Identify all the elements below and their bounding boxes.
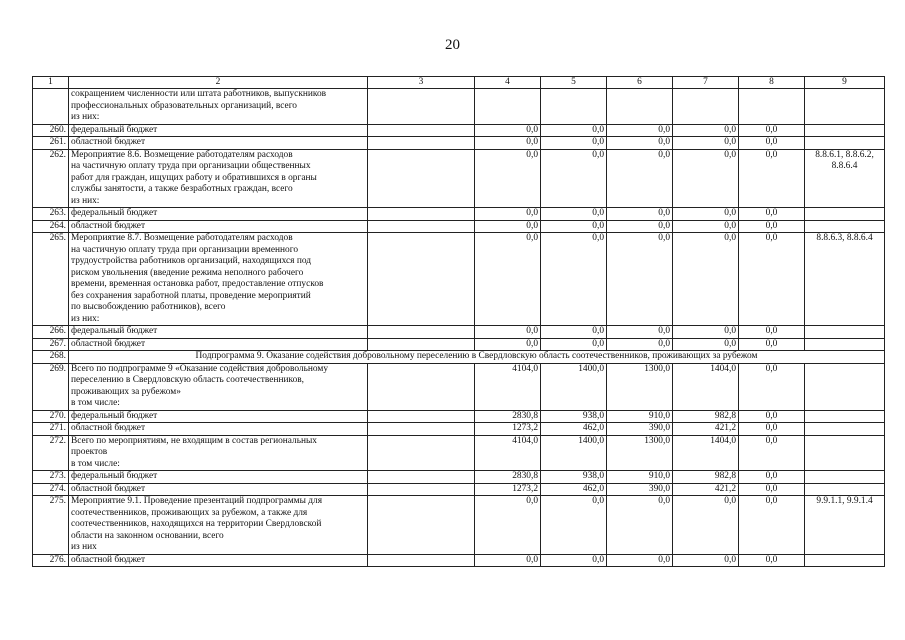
description-cell: Всего по мероприятиям, не входящим в состав региональных проектов в том числе:	[69, 435, 368, 471]
value-cell-8: 0,0	[739, 149, 805, 208]
row-number-cell: 260.	[33, 124, 69, 137]
header-cell: 4	[475, 77, 541, 89]
value-cell-8: 0,0	[739, 220, 805, 233]
value-cell-6: 0,0	[607, 149, 673, 208]
value-cell-5: 0,0	[541, 554, 607, 567]
description-cell: сокращением численности или штата работников, выпускников профессиональных образовательных организаций, всего из них:	[69, 89, 368, 125]
value-cell-6: 0,0	[607, 496, 673, 555]
value-cell-8: 0,0	[739, 233, 805, 326]
value-cell-8: 0,0	[739, 338, 805, 351]
target-indicator-cell	[805, 220, 885, 233]
value-cell-5: 0,0	[541, 220, 607, 233]
row-number-cell: 268.	[33, 351, 69, 364]
table-row	[33, 233, 885, 326]
row-number-cell: 269.	[33, 363, 69, 410]
value-cell-7: 0,0	[673, 338, 739, 351]
table-row	[33, 496, 885, 555]
target-indicator-cell: 9.9.1.1, 9.9.1.4	[805, 496, 885, 555]
value-cell-4: 0,0	[475, 124, 541, 137]
value-cell-6: 0,0	[607, 208, 673, 221]
value-cell-4: 0,0	[475, 233, 541, 326]
value-cell-5: 462,0	[541, 483, 607, 496]
column-3-cell	[368, 220, 475, 233]
description-cell: областной бюджет	[69, 137, 368, 150]
description-cell: областной бюджет	[69, 338, 368, 351]
value-cell-6: 0,0	[607, 124, 673, 137]
value-cell-5: 0,0	[541, 149, 607, 208]
row-number-cell: 265.	[33, 233, 69, 326]
target-indicator-cell	[805, 363, 885, 410]
target-indicator-cell	[805, 410, 885, 423]
value-cell-7: 1404,0	[673, 435, 739, 471]
table-row	[33, 137, 885, 150]
table-row	[33, 89, 885, 125]
page-number: 20	[445, 37, 460, 53]
table-row	[33, 149, 885, 208]
value-cell-5: 0,0	[541, 496, 607, 555]
header-cell: 7	[673, 77, 739, 89]
description-cell: областной бюджет	[69, 423, 368, 436]
description-cell: федеральный бюджет	[69, 208, 368, 221]
header-cell: 3	[368, 77, 475, 89]
table-row	[33, 363, 885, 410]
column-3-cell	[368, 124, 475, 137]
value-cell-7: 0,0	[673, 208, 739, 221]
value-cell-5: 1400,0	[541, 435, 607, 471]
value-cell-4: 1273,2	[475, 483, 541, 496]
value-cell-8: 0,0	[739, 496, 805, 555]
row-number-cell: 271.	[33, 423, 69, 436]
value-cell-5: 462,0	[541, 423, 607, 436]
value-cell-6: 0,0	[607, 137, 673, 150]
header-row	[33, 77, 885, 89]
row-number-cell: 273.	[33, 471, 69, 484]
column-3-cell	[368, 471, 475, 484]
table-row	[33, 338, 885, 351]
value-cell-6: 910,0	[607, 471, 673, 484]
value-cell-4: 0,0	[475, 496, 541, 555]
header-cell: 5	[541, 77, 607, 89]
row-number-cell: 274.	[33, 483, 69, 496]
value-cell-6: 0,0	[607, 338, 673, 351]
value-cell-5: 938,0	[541, 410, 607, 423]
column-3-cell	[368, 554, 475, 567]
column-3-cell	[368, 89, 475, 125]
column-3-cell	[368, 338, 475, 351]
value-cell-6: 1300,0	[607, 435, 673, 471]
table-body	[33, 89, 885, 567]
value-cell-8: 0,0	[739, 554, 805, 567]
value-cell-4: 0,0	[475, 338, 541, 351]
table-row	[33, 326, 885, 339]
description-cell: федеральный бюджет	[69, 410, 368, 423]
value-cell-6: 0,0	[607, 326, 673, 339]
value-cell-8: 0,0	[739, 471, 805, 484]
section-row	[33, 351, 885, 364]
value-cell-5: 0,0	[541, 208, 607, 221]
description-cell: федеральный бюджет	[69, 471, 368, 484]
value-cell-8: 0,0	[739, 435, 805, 471]
value-cell-7: 0,0	[673, 220, 739, 233]
value-cell-7: 0,0	[673, 124, 739, 137]
value-cell-7: 0,0	[673, 137, 739, 150]
value-cell-8: 0,0	[739, 483, 805, 496]
value-cell-7: 982,8	[673, 471, 739, 484]
value-cell-4: 0,0	[475, 554, 541, 567]
value-cell-7: 0,0	[673, 233, 739, 326]
value-cell-5: 0,0	[541, 124, 607, 137]
table-row	[33, 124, 885, 137]
value-cell-8: 0,0	[739, 423, 805, 436]
row-number-cell: 276.	[33, 554, 69, 567]
column-3-cell	[368, 410, 475, 423]
column-3-cell	[368, 137, 475, 150]
target-indicator-cell	[805, 89, 885, 125]
value-cell-4: 2830,8	[475, 410, 541, 423]
description-cell: областной бюджет	[69, 554, 368, 567]
target-indicator-cell	[805, 423, 885, 436]
value-cell-6: 0,0	[607, 554, 673, 567]
value-cell-8: 0,0	[739, 124, 805, 137]
value-cell-5: 0,0	[541, 233, 607, 326]
column-3-cell	[368, 149, 475, 208]
value-cell-4: 4104,0	[475, 363, 541, 410]
table-row	[33, 208, 885, 221]
table-row	[33, 410, 885, 423]
value-cell-5: 1400,0	[541, 363, 607, 410]
value-cell-6: 1300,0	[607, 363, 673, 410]
value-cell-4: 0,0	[475, 220, 541, 233]
header-cell: 8	[739, 77, 805, 89]
row-number-cell: 261.	[33, 137, 69, 150]
target-indicator-cell	[805, 326, 885, 339]
value-cell-5: 0,0	[541, 326, 607, 339]
header-cell: 6	[607, 77, 673, 89]
table-row	[33, 483, 885, 496]
value-cell-4	[475, 89, 541, 125]
target-indicator-cell	[805, 471, 885, 484]
description-cell: Мероприятие 8.6. Возмещение работодателям расходов на частичную оплату труда при организации общественных работ для граждан, ищущих работу и обратившихся в органы службы занятости, а также безработных граждан, всего из них:	[69, 149, 368, 208]
row-number-cell	[33, 89, 69, 125]
value-cell-8: 0,0	[739, 137, 805, 150]
section-title-cell: Подпрограмма 9. Оказание содействия добровольному переселению в Свердловскую область соотечественников, проживающих за рубежом	[69, 351, 885, 364]
value-cell-7: 0,0	[673, 326, 739, 339]
value-cell-6: 0,0	[607, 233, 673, 326]
value-cell-7: 421,2	[673, 483, 739, 496]
column-3-cell	[368, 435, 475, 471]
value-cell-5	[541, 89, 607, 125]
value-cell-4: 1273,2	[475, 423, 541, 436]
target-indicator-cell	[805, 338, 885, 351]
value-cell-5: 0,0	[541, 338, 607, 351]
value-cell-6: 0,0	[607, 220, 673, 233]
value-cell-7: 0,0	[673, 496, 739, 555]
target-indicator-cell: 8.8.6.1, 8.8.6.2, 8.8.6.4	[805, 149, 885, 208]
target-indicator-cell	[805, 435, 885, 471]
value-cell-7: 421,2	[673, 423, 739, 436]
value-cell-4: 0,0	[475, 208, 541, 221]
row-number-cell: 262.	[33, 149, 69, 208]
target-indicator-cell	[805, 208, 885, 221]
row-number-cell: 266.	[33, 326, 69, 339]
description-cell: Всего по подпрограмме 9 «Оказание содействия добровольному переселению в Свердловскую область соотечественников, проживающих за рубежом» в том числе:	[69, 363, 368, 410]
value-cell-5: 0,0	[541, 137, 607, 150]
table-row	[33, 554, 885, 567]
row-number-cell: 272.	[33, 435, 69, 471]
value-cell-8: 0,0	[739, 326, 805, 339]
header-cell: 9	[805, 77, 885, 89]
column-3-cell	[368, 326, 475, 339]
budget-table	[32, 76, 885, 567]
value-cell-6: 390,0	[607, 483, 673, 496]
table-row	[33, 423, 885, 436]
target-indicator-cell	[805, 137, 885, 150]
column-3-cell	[368, 233, 475, 326]
value-cell-7: 0,0	[673, 554, 739, 567]
target-indicator-cell	[805, 483, 885, 496]
value-cell-8: 0,0	[739, 363, 805, 410]
value-cell-5: 938,0	[541, 471, 607, 484]
description-cell: федеральный бюджет	[69, 326, 368, 339]
column-3-cell	[368, 423, 475, 436]
column-3-cell	[368, 483, 475, 496]
column-3-cell	[368, 208, 475, 221]
table-row	[33, 220, 885, 233]
value-cell-7: 1404,0	[673, 363, 739, 410]
value-cell-7: 0,0	[673, 149, 739, 208]
value-cell-4: 2830,8	[475, 471, 541, 484]
value-cell-8: 0,0	[739, 410, 805, 423]
column-3-cell	[368, 496, 475, 555]
target-indicator-cell	[805, 554, 885, 567]
row-number-cell: 275.	[33, 496, 69, 555]
table-row	[33, 435, 885, 471]
row-number-cell: 264.	[33, 220, 69, 233]
description-cell: областной бюджет	[69, 483, 368, 496]
value-cell-4: 4104,0	[475, 435, 541, 471]
value-cell-6	[607, 89, 673, 125]
row-number-cell: 270.	[33, 410, 69, 423]
description-cell: Мероприятие 8.7. Возмещение работодателям расходов на частичную оплату труда при организации временного трудоустройства работников организаций, находящихся под риском увольнения (введение режима неполного рабочего времени, временная остановка работ, предоставление отпусков без сохранения заработной платы, проведение мероприятий по высвобождению работников), всего из них:	[69, 233, 368, 326]
value-cell-7	[673, 89, 739, 125]
target-indicator-cell: 8.8.6.3, 8.8.6.4	[805, 233, 885, 326]
value-cell-8: 0,0	[739, 208, 805, 221]
description-cell: областной бюджет	[69, 220, 368, 233]
value-cell-7: 982,8	[673, 410, 739, 423]
row-number-cell: 267.	[33, 338, 69, 351]
header-cell: 1	[33, 77, 69, 89]
row-number-cell: 263.	[33, 208, 69, 221]
target-indicator-cell	[805, 124, 885, 137]
value-cell-6: 390,0	[607, 423, 673, 436]
value-cell-8	[739, 89, 805, 125]
value-cell-4: 0,0	[475, 326, 541, 339]
table-row	[33, 471, 885, 484]
header-cell: 2	[69, 77, 368, 89]
column-3-cell	[368, 363, 475, 410]
value-cell-6: 910,0	[607, 410, 673, 423]
value-cell-4: 0,0	[475, 149, 541, 208]
description-cell: федеральный бюджет	[69, 124, 368, 137]
description-cell: Мероприятие 9.1. Проведение презентаций подпрограммы для соотечественников, проживающих за рубежом, а также для соотечественников, находящихся на территории Свердловской области на законном основании, всего из них	[69, 496, 368, 555]
value-cell-4: 0,0	[475, 137, 541, 150]
